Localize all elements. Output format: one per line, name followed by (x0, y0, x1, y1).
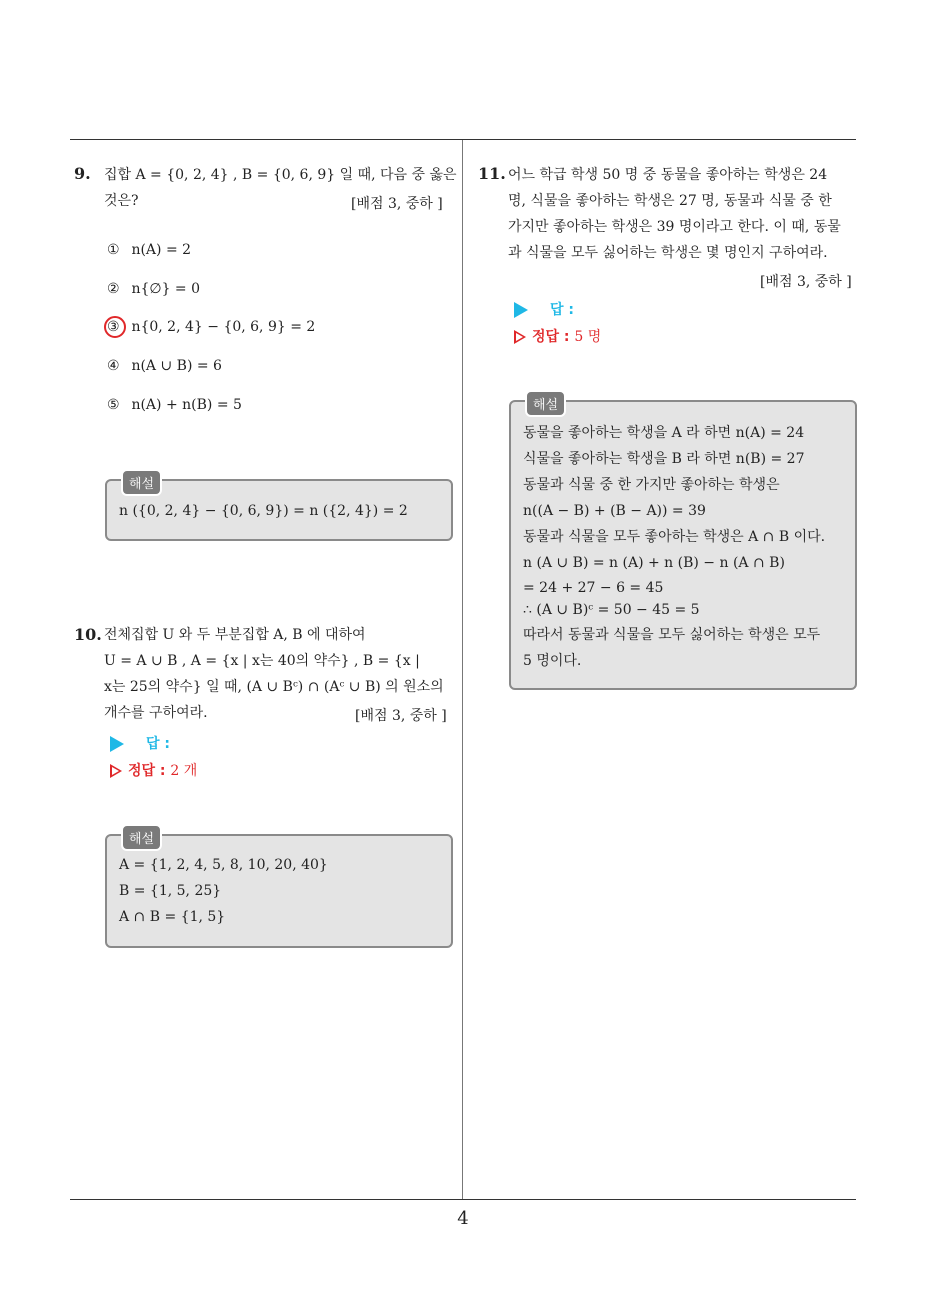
q9-points: [배점 3, 중하 ] (351, 196, 443, 212)
solution-label: 해설 (121, 824, 162, 851)
q11-solution-line: 따라서 동물과 식물을 모두 싫어하는 학생은 모두 (523, 627, 821, 643)
q11-solution-line: 5 명이다. (523, 653, 582, 669)
play-icon (514, 302, 528, 318)
q11-solution-line: ∴ (A ∪ B)ᶜ = 50 − 45 = 5 (523, 602, 700, 618)
q9-solution-text: n ({0, 2, 4} − {0, 6, 9}) = n ({2, 4}) = 2 (119, 503, 408, 519)
q11-correct-row (514, 326, 601, 346)
q9-line-2: 것은? (104, 193, 139, 209)
q10-number: 10. (74, 625, 102, 644)
outline-triangle-icon (110, 764, 122, 778)
correct-value: 5 명 (574, 329, 602, 345)
q9-choice-3[interactable] (107, 319, 315, 335)
q11-solution-line: n (A ∪ B) = n (A) + n (B) − n (A ∩ B) (523, 555, 785, 571)
column-divider (462, 140, 463, 1200)
outline-triangle-icon (514, 330, 526, 344)
q11-solution-line: 동물을 좋아하는 학생을 A 라 하면 n(A) = 24 (523, 425, 805, 441)
q9-number: 9. (74, 164, 91, 183)
choice-text: n(A ∪ B) = 6 (131, 358, 222, 374)
q11-line-3: 가지만 좋아하는 학생은 39 명이라고 한다. 이 때, 동물 (508, 219, 841, 235)
q11-line-1: 어느 학급 학생 50 명 중 동물을 좋아하는 학생은 24 (508, 167, 828, 183)
answer-label: 답 : (146, 736, 170, 752)
page-number: 4 (457, 1208, 469, 1229)
q9-line-1: 집합 A = {0, 2, 4} , B = {0, 6, 9} 일 때, 다음 중 옳은 (104, 167, 457, 183)
q10-points: [배점 3, 중하 ] (355, 708, 447, 724)
q11-solution-line: 동물과 식물을 모두 좋아하는 학생은 A ∩ B 이다. (523, 529, 826, 545)
correct-label: 정답 : (532, 329, 570, 345)
q10-line-3: x는 25의 약수} 일 때, (A ∪ Bᶜ) ∩ (Aᶜ ∪ B) 의 원소의 (104, 679, 444, 695)
q11-line-4: 과 식물을 모두 싫어하는 학생은 몇 명인지 구하여라. (508, 245, 828, 261)
correct-label: 정답 : (128, 763, 166, 779)
q9-choice-1[interactable] (107, 242, 191, 258)
q11-solution-line: 동물과 식물 중 한 가지만 좋아하는 학생은 (523, 477, 780, 493)
choice-mark: ② (107, 281, 120, 297)
q10-correct-row (110, 760, 197, 780)
choice-mark: ⑤ (107, 397, 120, 413)
q10-solution-line: A = {1, 2, 4, 5, 8, 10, 20, 40} (119, 857, 328, 873)
q10-solution-line: A ∩ B = {1, 5} (119, 909, 226, 925)
q11-number: 11. (478, 164, 506, 183)
answer-label: 답 : (550, 302, 574, 318)
q11-solution-box (509, 400, 857, 690)
q11-solution-line: = 24 + 27 − 6 = 45 (523, 580, 664, 596)
top-rule (70, 139, 856, 140)
bottom-rule (70, 1199, 856, 1200)
choice-text: n(A) = 2 (131, 242, 192, 258)
choice-text: n{∅} = 0 (131, 281, 201, 297)
q9-choice-5[interactable] (107, 397, 242, 413)
choice-text: n{0, 2, 4} − {0, 6, 9} = 2 (131, 319, 316, 335)
q11-solution-line: 식물을 좋아하는 학생을 B 라 하면 n(B) = 27 (523, 451, 805, 467)
q9-solution-box (105, 479, 453, 541)
choice-mark: ③ (107, 319, 120, 335)
play-icon (110, 736, 124, 752)
q10-line-1: 전체집합 U 와 두 부분집합 A, B 에 대하여 (104, 627, 366, 643)
choice-text: n(A) + n(B) = 5 (131, 397, 242, 413)
q10-answer-row[interactable] (110, 733, 170, 753)
q10-solution-box (105, 834, 453, 948)
q11-line-2: 명, 식물을 좋아하는 학생은 27 명, 동물과 식물 중 한 (508, 193, 832, 209)
q10-line-2: U = A ∪ B , A = {x | x는 40의 약수} , B = {x | (104, 653, 420, 669)
choice-mark: ④ (107, 358, 120, 374)
q9-choice-4[interactable] (107, 358, 222, 374)
solution-label: 해설 (121, 469, 162, 496)
q11-solution-line: n((A − B) + (B − A)) = 39 (523, 503, 706, 519)
choice-mark: ① (107, 242, 120, 258)
q10-line-4: 개수를 구하여라. (104, 705, 208, 721)
q9-choice-2[interactable] (107, 281, 200, 297)
q11-answer-row[interactable] (514, 299, 574, 319)
solution-label: 해설 (525, 390, 566, 417)
correct-value: 2 개 (170, 763, 198, 779)
q11-points: [배점 3, 중하 ] (760, 274, 852, 290)
q10-solution-line: B = {1, 5, 25} (119, 883, 222, 899)
